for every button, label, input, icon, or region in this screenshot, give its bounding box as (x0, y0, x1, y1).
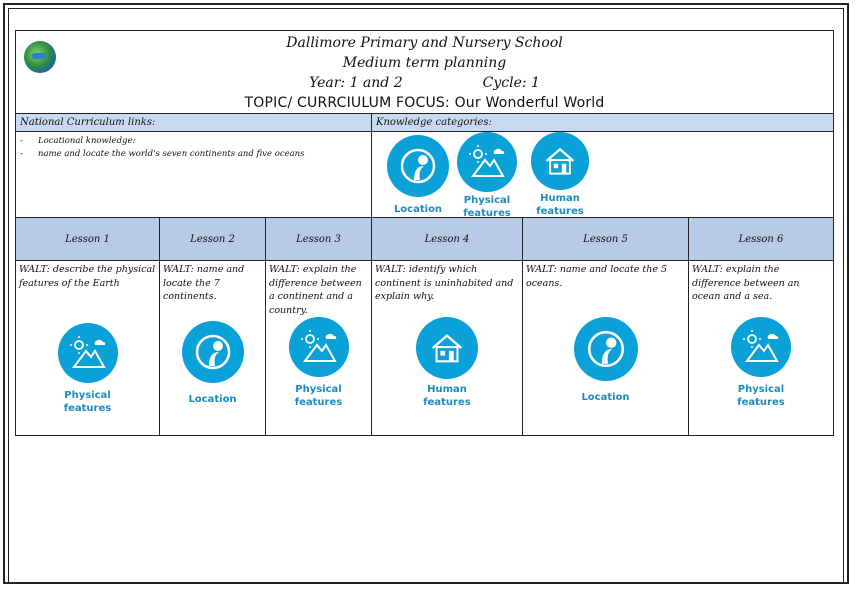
location-person-icon (182, 321, 244, 383)
house-icon (531, 132, 589, 190)
location-person-icon (387, 135, 449, 197)
lesson-2-category-label: Location (188, 394, 237, 405)
lesson-2-walt: WALT: name and locate the 7 continents. (163, 264, 245, 302)
lesson-4-category (372, 317, 522, 409)
list-item: - Locational knowledge: (20, 136, 136, 146)
lesson-header-row (16, 218, 834, 261)
knowledge-categories-icons (372, 132, 833, 219)
lesson-5-walt: WALT: name and locate the 5 oceans. (526, 264, 668, 289)
lessons-table (15, 217, 834, 436)
knowledge-categories-cell (372, 132, 834, 218)
year-label: Year: 1 and 2 (309, 75, 403, 91)
planning-sheet (15, 30, 833, 436)
lesson-2-category (160, 321, 265, 406)
lesson-1-category (16, 323, 159, 415)
lesson-1-cell (16, 261, 160, 436)
lesson-5-category (523, 317, 688, 404)
lesson-1-category-label: Physical features (63, 390, 112, 414)
location-person-icon (574, 317, 638, 381)
lesson-6-heading: Lesson 6 (689, 218, 834, 261)
header-table (15, 30, 834, 218)
header-cell (16, 31, 834, 114)
knowledge-categories-heading: Knowledge categories: (372, 114, 834, 132)
lesson-4-cell (372, 261, 523, 436)
national-curriculum-heading: National Curriculum links: (16, 114, 372, 132)
lesson-5-heading: Lesson 5 (523, 218, 689, 261)
lesson-6-cell (689, 261, 834, 436)
lesson-2-heading: Lesson 2 (160, 218, 266, 261)
lesson-6-walt: WALT: explain the difference between an ocean and a sea. (692, 264, 800, 302)
mountain-sun-icon (731, 317, 791, 377)
knowledge-category-location (380, 135, 456, 216)
school-name: Dallimore Primary and Nursery School (286, 35, 563, 51)
lesson-3-category (266, 317, 371, 409)
house-icon (416, 317, 478, 379)
knowledge-category-label: Physical features (463, 195, 511, 219)
lesson-6-category-label: Physical features (737, 384, 785, 408)
mountain-sun-icon (289, 317, 349, 377)
school-logo-globe-icon (24, 41, 56, 73)
mountain-sun-icon (457, 132, 517, 192)
lesson-6-category (689, 317, 833, 409)
lesson-4-heading: Lesson 4 (372, 218, 523, 261)
lesson-1-walt: WALT: describe the physical features of the Earth (19, 264, 156, 289)
knowledge-category-label: Location (393, 204, 443, 215)
topic-title: TOPIC/ CURRCIULUM FOCUS: Our Wonderful World (244, 95, 605, 111)
lesson-2-cell (160, 261, 266, 436)
cycle-label: Cycle: 1 (482, 75, 540, 91)
mountain-sun-icon (58, 323, 118, 383)
lesson-4-walt: WALT: identify which continent is uninhabited and explain why. (375, 264, 514, 302)
lesson-3-walt: WALT: explain the difference between a continent and a country. (269, 264, 362, 316)
lesson-5-category-label: Location (581, 392, 630, 403)
national-curriculum-cell (16, 132, 372, 218)
national-curriculum-list (16, 132, 371, 217)
lesson-3-category-label: Physical features (294, 384, 343, 408)
planning-subtitle: Medium term planning (342, 55, 507, 71)
knowledge-category-human (530, 132, 590, 218)
knowledge-category-label: Human features (536, 193, 584, 217)
lesson-3-heading: Lesson 3 (266, 218, 372, 261)
lesson-content-row (16, 261, 834, 436)
knowledge-category-physical (456, 132, 518, 220)
lesson-3-cell (266, 261, 372, 436)
lesson-5-cell (523, 261, 689, 436)
lesson-4-category-label: Human features (423, 384, 471, 408)
year-cycle-row (16, 73, 833, 93)
lesson-1-heading: Lesson 1 (16, 218, 160, 261)
list-item: - name and locate the world's seven continents and five oceans (20, 149, 305, 159)
